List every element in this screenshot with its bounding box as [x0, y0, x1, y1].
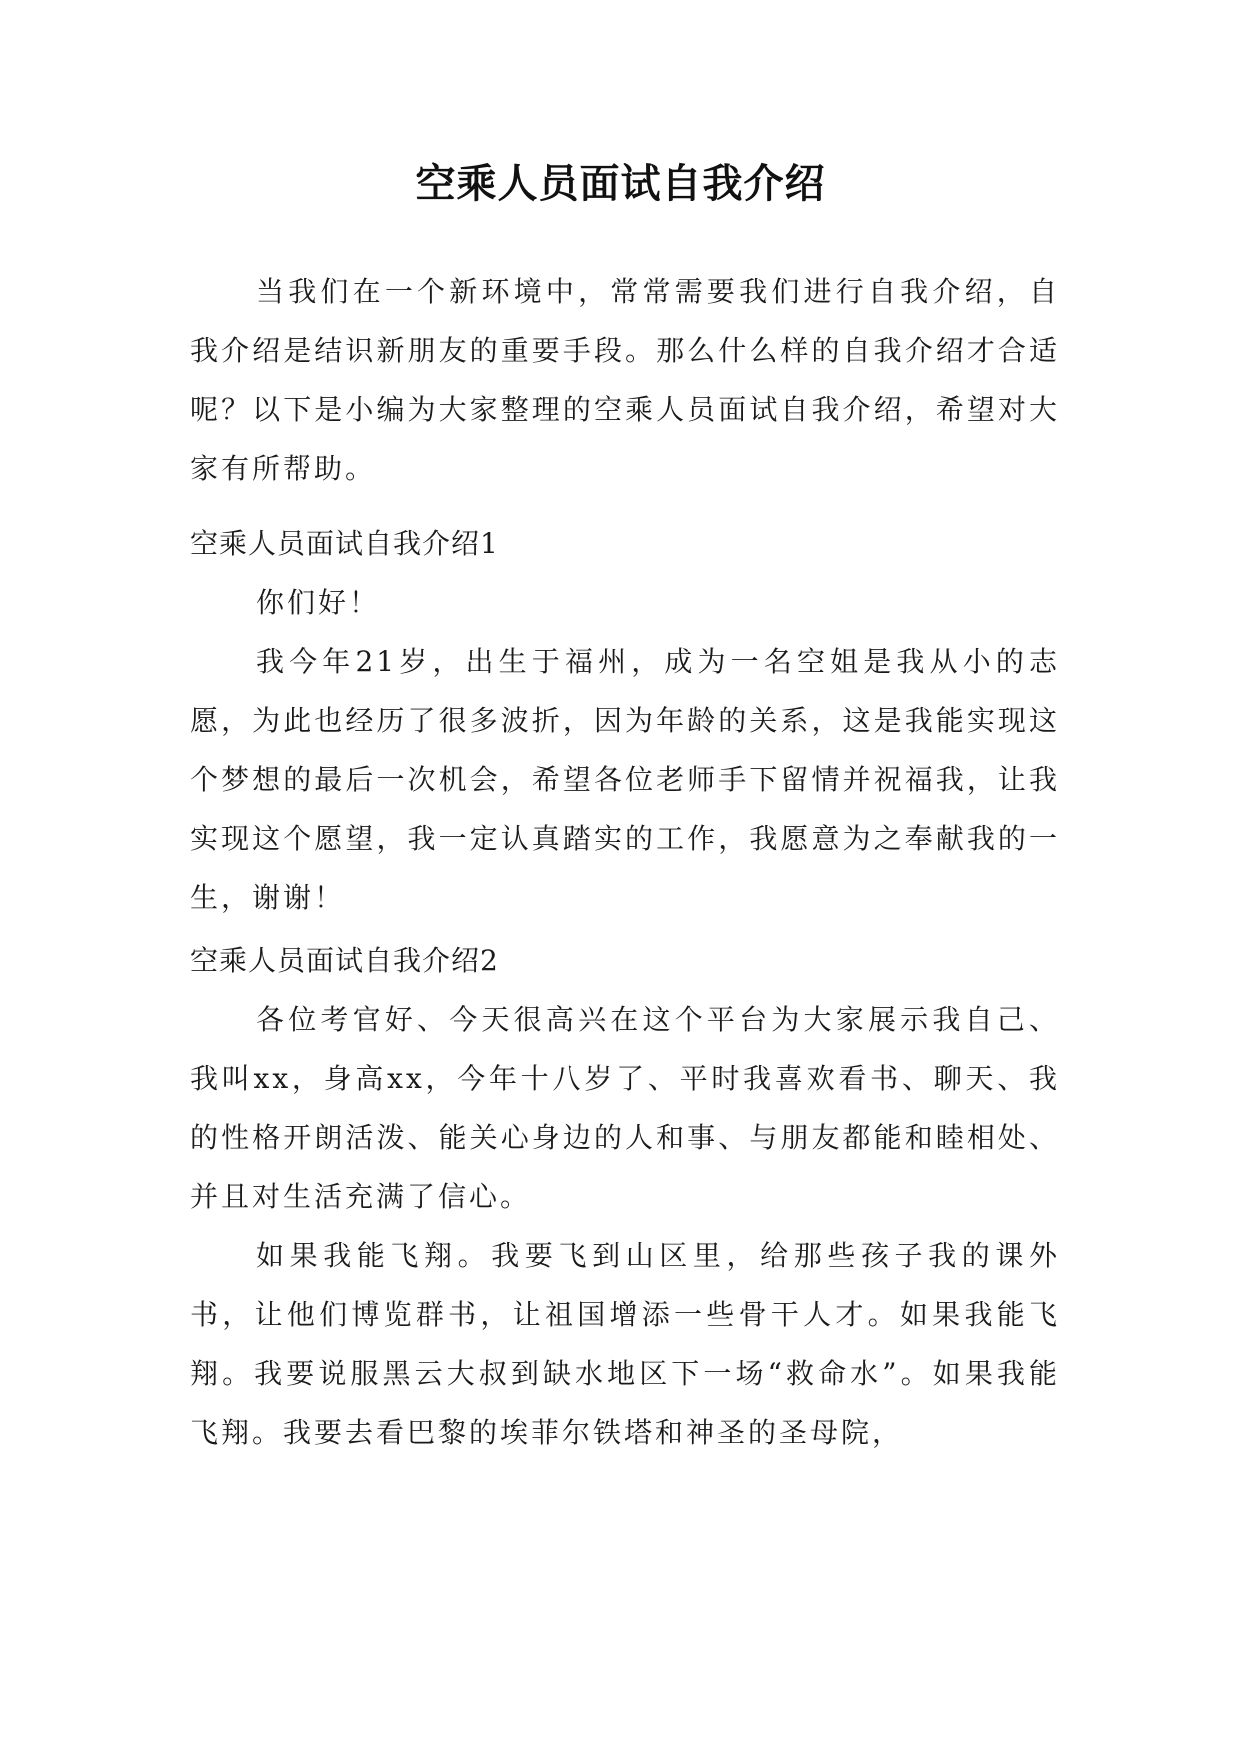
intro-paragraph: 当我们在一个新环境中，常常需要我们进行自我介绍，自我介绍是结识新朋友的重要手段。那么什么样的自我介绍才合适呢？以下是小编为大家整理的空乘人员面试自我介绍，希望对大家有所帮助。 — [190, 275, 1060, 485]
intro-block — [190, 262, 1060, 498]
document-title: 空乘人员面试自我介绍 — [415, 160, 826, 207]
body-paragraph: 我今年21岁，出生于福州，成为一名空姐是我从小的志愿，为此也经历了很多波折，因为年龄的关系，这是我能实现这个梦想的最后一次机会，希望各位老师手下留情并祝福我，让我实现这个愿望，我一定认真踏实的工作，我愿意为之奉献我的一生，谢谢！ — [190, 645, 1060, 914]
section-heading: 空乘人员面试自我介绍1 — [190, 527, 499, 560]
body-paragraph: 各位考官好、今天很高兴在这个平台为大家展示我自己、我叫xx，身高xx，今年十八岁了、平时我喜欢看书、聊天、我的性格开朗活泼、能关心身边的人和事、与朋友都能和睦相处、并且对生活充满了信心。 — [190, 1003, 1060, 1213]
section-heading: 空乘人员面试自我介绍2 — [190, 944, 499, 977]
body-paragraph: 如果我能飞翔。我要飞到山区里，给那些孩子我的课外书，让他们博览群书，让祖国增添一些骨干人才。如果我能飞翔。我要说服黑云大叔到缺水地区下一场“救命水”。如果我能飞翔。我要去看巴黎的埃菲尔铁塔和神圣的圣母院， — [190, 1239, 1060, 1449]
section-2 — [190, 931, 1060, 1462]
greeting-paragraph: 你们好！ — [256, 586, 381, 619]
section-1 — [190, 514, 1060, 927]
